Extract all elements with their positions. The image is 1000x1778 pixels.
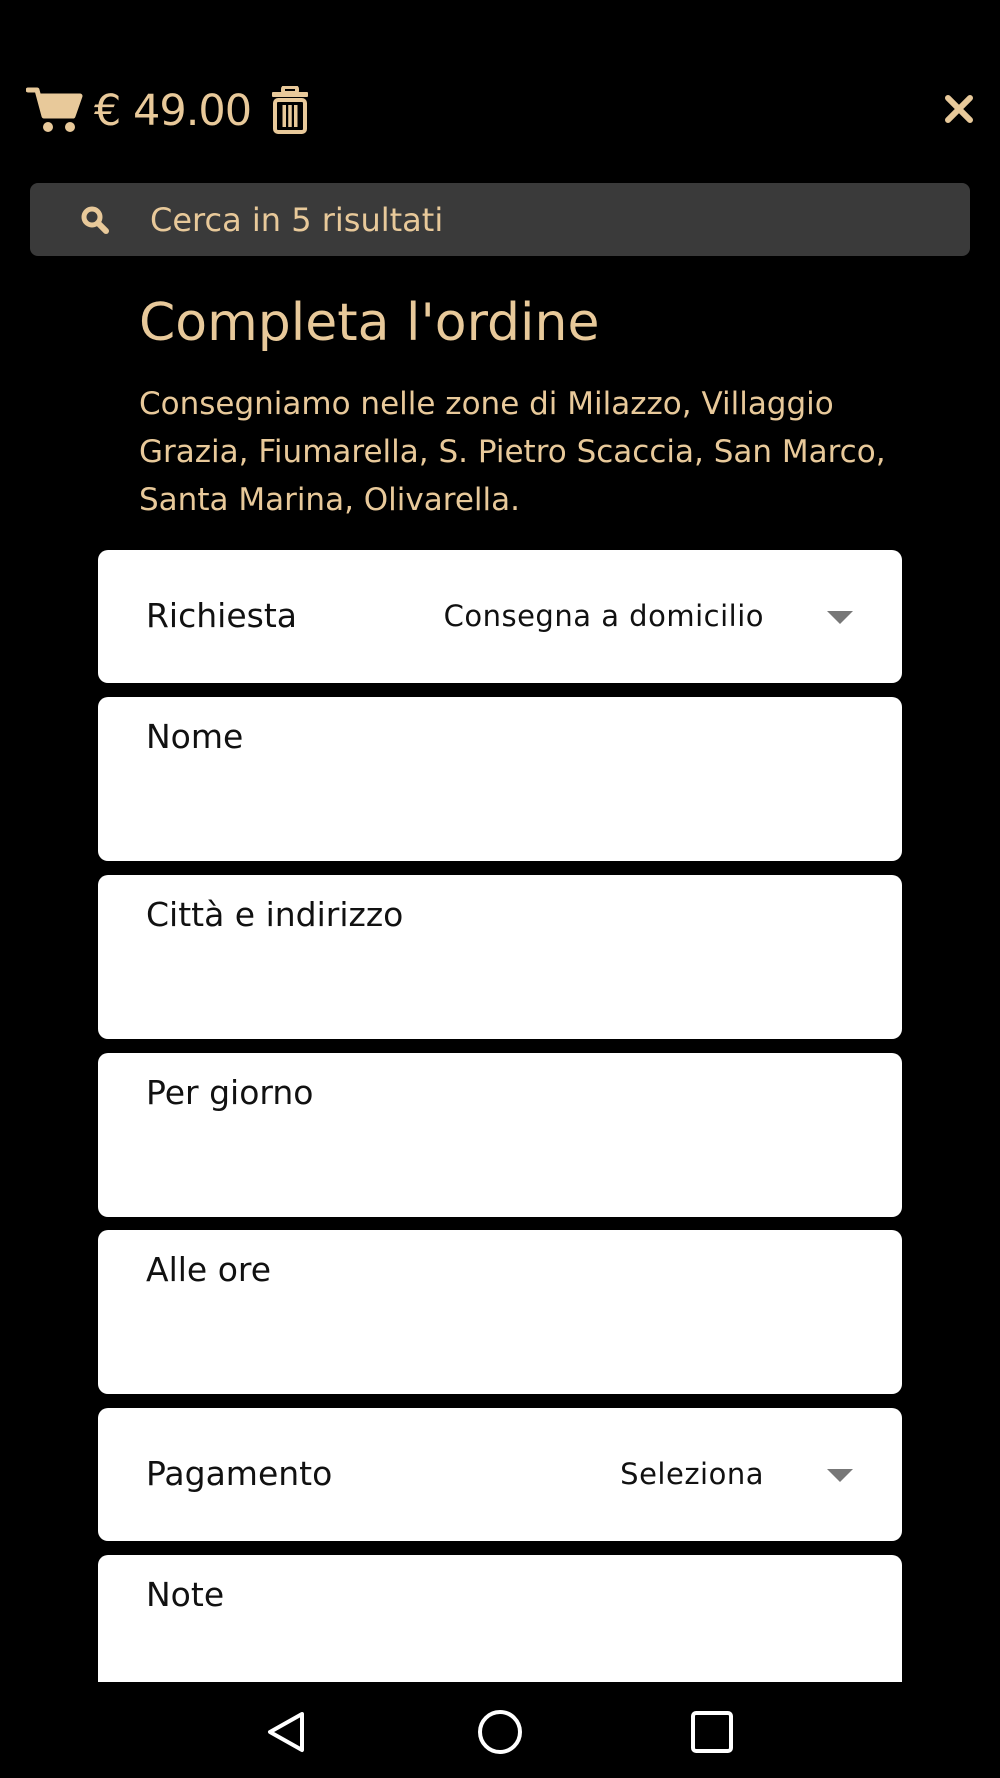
- trash-icon[interactable]: [268, 86, 312, 134]
- delivery-zones-text: Consegniamo nelle zone di Milazzo, Villaggio Grazia, Fiumarella, S. Pietro Scaccia, San Marco, Santa Marina, Olivarella.: [139, 386, 886, 518]
- home-circle-icon[interactable]: [476, 1708, 524, 1756]
- address-field[interactable]: [98, 875, 902, 1039]
- address-label: Città e indirizzo: [146, 895, 404, 934]
- recents-square-icon[interactable]: [688, 1708, 736, 1756]
- close-icon[interactable]: [944, 94, 974, 124]
- chevron-down-icon: [826, 1467, 854, 1483]
- search-input[interactable]: [120, 183, 950, 256]
- payment-select[interactable]: [98, 1408, 902, 1541]
- request-select[interactable]: [98, 550, 902, 683]
- name-label: Nome: [146, 717, 244, 756]
- name-field[interactable]: [98, 697, 902, 861]
- day-field[interactable]: [98, 1053, 902, 1217]
- request-label: Richiesta: [146, 596, 297, 635]
- cart-header: [0, 0, 1000, 180]
- cart-icon[interactable]: [26, 86, 84, 134]
- day-label: Per giorno: [146, 1073, 314, 1112]
- page-title: Completa l'ordine: [139, 293, 600, 353]
- payment-value[interactable]: Seleziona: [620, 1457, 764, 1491]
- back-triangle-icon[interactable]: [262, 1708, 310, 1756]
- chevron-down-icon: [826, 609, 854, 625]
- search-icon: [80, 205, 110, 235]
- system-navigation-bar: [0, 1682, 1000, 1778]
- search-bar: [30, 183, 970, 256]
- time-label: Alle ore: [146, 1250, 272, 1289]
- request-value[interactable]: Consegna a domicilio: [443, 599, 764, 633]
- notes-label: Note: [146, 1575, 225, 1614]
- payment-label: Pagamento: [146, 1454, 333, 1493]
- time-field[interactable]: [98, 1230, 902, 1394]
- cart-total: € 49.00: [94, 86, 252, 136]
